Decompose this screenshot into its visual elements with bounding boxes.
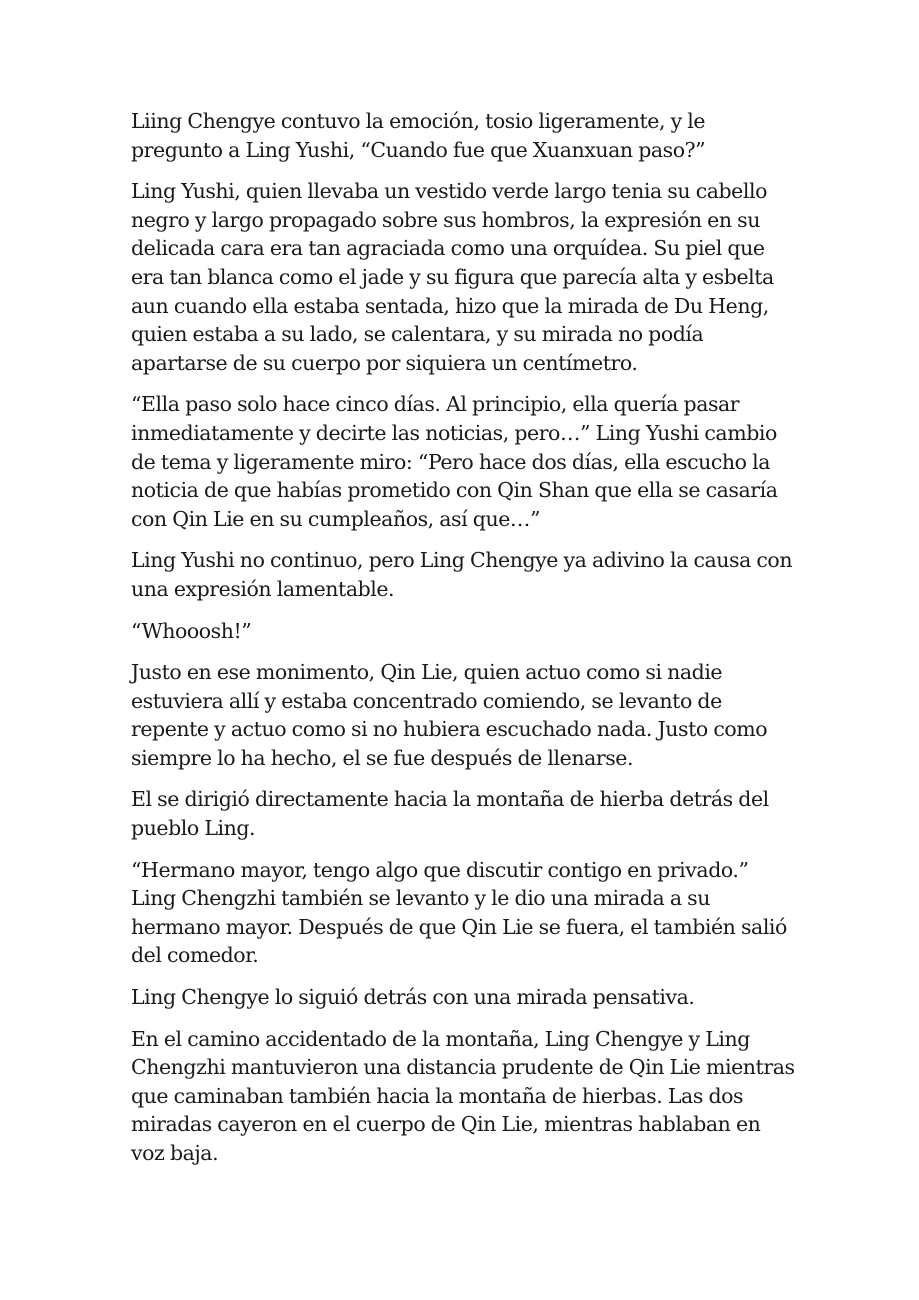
paragraph: Liing Chengye contuvo la emoción, tosio ligeramente, y le pregunto a Ling Yushi, “Cuando fue que Xuanxuan paso?” [131,109,706,162]
paragraph: Ling Yushi no continuo, pero Ling Chengye ya adivino la causa con una expresión lamentable. [131,548,793,601]
paragraph: En el camino accidentado de la montaña, Ling Chengye y Ling Chengzhi mantuvieron una distancia prudente de Qin Lie mientras que caminaban también hacia la montaña de hierbas. Las dos miradas cayeron en el cuerpo de Qin Lie, mientras hablaban en voz baja. [131,1026,795,1165]
paragraph: “Whooosh!” [131,618,252,643]
paragraph: El se dirigió directamente hacia la montaña de hierba detrás del pueblo Ling. [131,787,769,841]
paragraph: Justo en ese monimento, Qin Lie, quien actuo como si nadie estuviera allí y estaba concentrado comiendo, se levanto de repente y actuo como si no hubiera escuchado nada. Justo como siempre lo ha hecho, el se fue después de llenarse. [131,660,768,770]
paragraph: Ling Chengye lo siguió detrás con una mirada pensativa. [131,985,695,1010]
document-body [131,107,797,1181]
paragraph: Ling Yushi, quien llevaba un vestido verde largo tenia su cabello negro y largo propagado sobre sus hombros, la expresión en su delicada cara era tan agraciada como una orquídea. Su piel que era tan blanca como el jade y su figura que parecía alta y esbelta aun cuando ella estaba sentada, hizo que la mirada de Du Heng, quien estaba a su lado, se calentara, y su mirada no podía apartarse de su cuerpo por siquiera un centímetro. [131,179,774,375]
paragraph: “Ella paso solo hace cinco días. Al principio, ella quería pasar inmediatamente y decirte las noticias, pero…” Ling Yushi cambio de tema y ligeramente miro: “Pero hace dos días, ella escucho la noticia de que habías prometido con Qin Shan que ella se casaría con Qin Lie en su cumpleaños, así que…” [131,392,778,531]
paragraph: “Hermano mayor, tengo algo que discutir contigo en privado.” Ling Chengzhi también se levanto y le dio una mirada a su hermano mayor. Después de que Qin Lie se fuera, el también salió del comedor. [131,857,787,968]
